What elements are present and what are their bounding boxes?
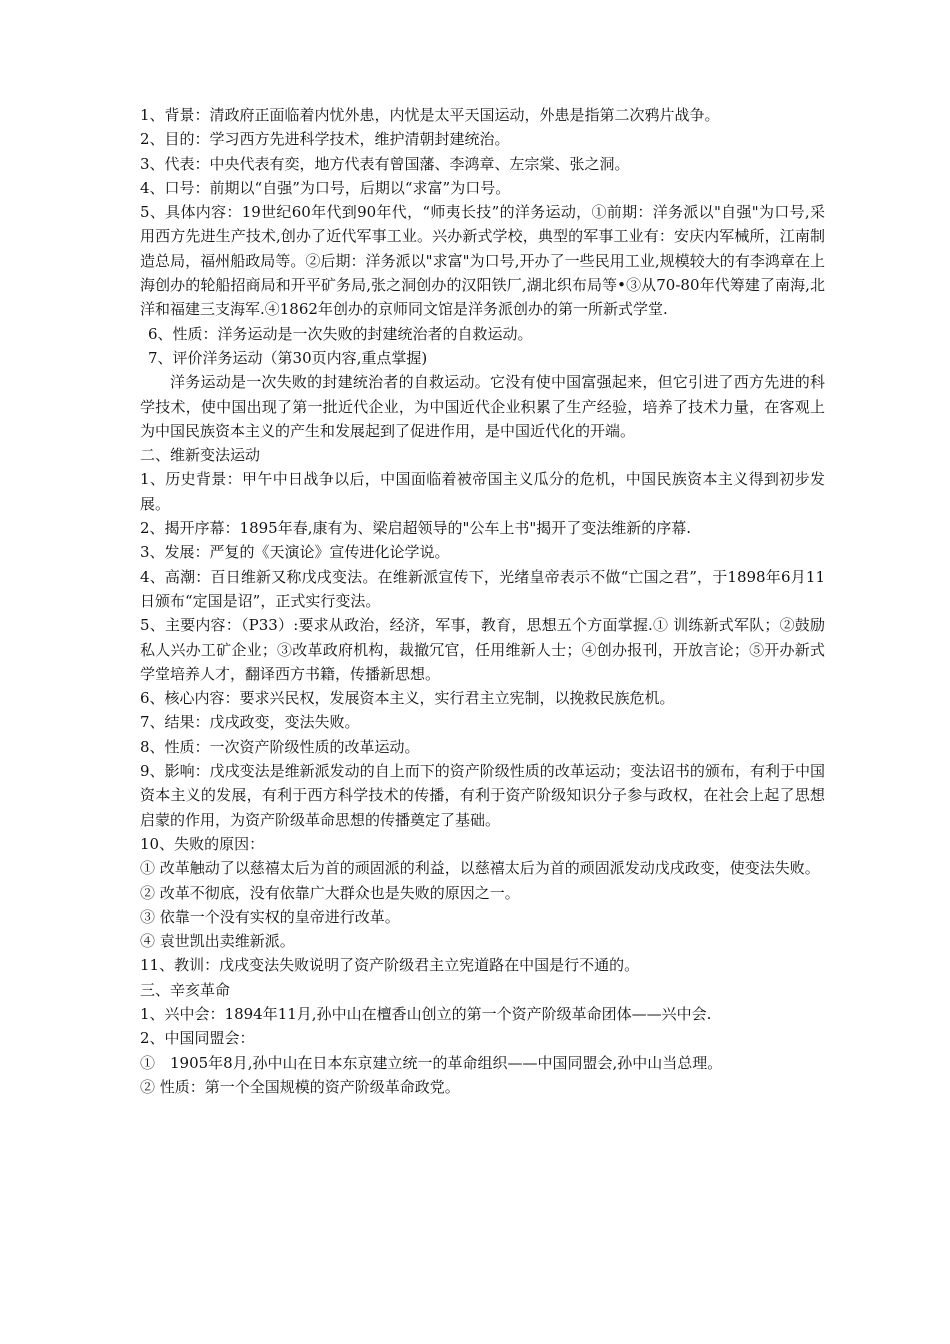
list-item-tongmenghui-2: ② 性质：第一个全国规模的资产阶级革命政党。 xyxy=(140,1077,460,1096)
paragraph-nature: 6、性质：洋务运动是一次失败的封建统治者的自救运动。 xyxy=(148,324,533,343)
paragraph-reform-development: 3、发展：严复的《天演论》宣传进化论学说。 xyxy=(140,543,450,562)
paragraph-content: 5、具体内容：19世纪60年代到90年代，“师夷长技”的洋务运动，①前期：洋务派以"自强"为口号,采用西方先进生产技术,创办了近代军事工业。兴办新式学校，典型的军事工业有：安庆内军械所，江南制造总局，福州船政局等。②后期：洋务派以"求富"为口号,开办了一些民用工业,规模较大的有李鸿章在上海创办的轮船招商局和开平矿务局,张之洞创办的汉阳铁厂,湖北织布局等•③从70-80年代筹建了南海,北洋和福建三支海军.④1862年创办的京师同文馆是洋务派创办的第一所新式学堂. xyxy=(140,203,825,319)
section-heading-reform: 二、维新变法运动 xyxy=(140,446,261,465)
paragraph-reform-influence: 9、影响：戊戌变法是维新派发动的自上而下的资产阶级性质的改革运动；变法诏书的颁布，有利于中国资本主义的发展，有利于西方科学技术的传播，有利于资产阶级知识分子参与政权，在社会上起了思想启蒙的作用，为资产阶级革命思想的传播奠定了基础。 xyxy=(140,762,825,829)
list-item-tongmenghui-1: ① 1905年8月,孙中山在日本东京建立统一的革命组织——中国同盟会,孙中山当总理。 xyxy=(140,1053,723,1072)
list-item-reason-1: ① 改革触动了以慈禧太后为首的顽固派的利益，以慈禧太后为首的顽固派发动戊戌政变，使变法失败。 xyxy=(140,859,820,878)
paragraph-evaluation: 洋务运动是一次失败的封建统治者的自救运动。它没有使中国富强起来，但它引进了西方先进的科学技术，使中国出现了第一批近代企业，为中国近代企业积累了生产经验，培养了技术力量，在客观上为中国民族资本主义的产生和发展起到了促进作用，是中国近代化的开端。 xyxy=(140,373,825,440)
section-heading-revolution: 三、辛亥革命 xyxy=(140,980,231,999)
list-item-reason-2: ② 改革不彻底，没有依靠广大群众也是失败的原因之一。 xyxy=(140,883,520,902)
paragraph-reform-background: 1、历史背景：甲午中日战争以后，中国面临着被帝国主义瓜分的危机，中国民族资本主义得到初步发展。 xyxy=(140,470,825,513)
paragraph-reform-nature: 8、性质：一次资产阶级性质的改革运动。 xyxy=(140,737,420,756)
paragraph-reform-prelude: 2、揭开序幕：1895年春,康有为、梁启超领导的"公车上书"揭开了变法维新的序幕. xyxy=(140,519,692,538)
paragraph-representatives: 3、代表：中央代表有奕，地方代表有曾国藩、李鸿章、左宗棠、张之洞。 xyxy=(140,154,630,173)
paragraph-purpose: 2、目的：学习西方先进科学技术，维护清朝封建统治。 xyxy=(140,130,510,149)
paragraph-reform-result: 7、结果：戊戌政变，变法失败。 xyxy=(140,713,360,732)
paragraph-reform-core: 6、核心内容：要求兴民权，发展资本主义，实行君主立宪制，以挽救民族危机。 xyxy=(140,689,675,708)
list-item-reason-4: ④ 袁世凯出卖维新派。 xyxy=(140,932,295,951)
paragraph-reform-climax: 4、高潮：百日维新又称戊戌变法。在维新派宣传下，光绪皇帝表示不做“亡国之君”，于1898年6月11日颁布“定国是诏”，正式实行变法。 xyxy=(140,567,825,610)
paragraph-xingzhonghui: 1、兴中会：1894年11月,孙中山在檀香山创立的第一个资产阶级革命团体——兴中会. xyxy=(140,1004,712,1023)
paragraph-evaluation-heading: 7、评价洋务运动（第30页内容,重点掌握) xyxy=(148,348,428,367)
paragraph-failure-reasons-heading: 10、失败的原因： xyxy=(140,834,265,853)
paragraph-background: 1、背景：清政府正面临着内忧外患，内忧是太平天国运动，外患是指第二次鸦片战争。 xyxy=(140,106,720,124)
document-page xyxy=(140,103,825,1099)
paragraph-lesson: 11、教训：戊戌变法失败说明了资产阶级君主立宪道路在中国是行不通的。 xyxy=(140,956,640,975)
paragraph-tongmenghui-heading: 2、中国同盟会： xyxy=(140,1029,255,1048)
paragraph-slogan: 4、口号：前期以“自强”为口号，后期以“求富”为口号。 xyxy=(140,178,511,197)
list-item-reason-3: ③ 依靠一个没有实权的皇帝进行改革。 xyxy=(140,907,400,926)
paragraph-reform-content: 5、主要内容：（P33）:要求从政治，经济，军事，教育，思想五个方面掌握.① 训练新式军队；②鼓励私人兴办工矿企业；③改革政府机构，裁撤冗官，任用维新人士；④创办报刊，开放言论；⑤开办新式学堂培养人才，翻译西方书籍，传播新思想。 xyxy=(140,616,825,683)
